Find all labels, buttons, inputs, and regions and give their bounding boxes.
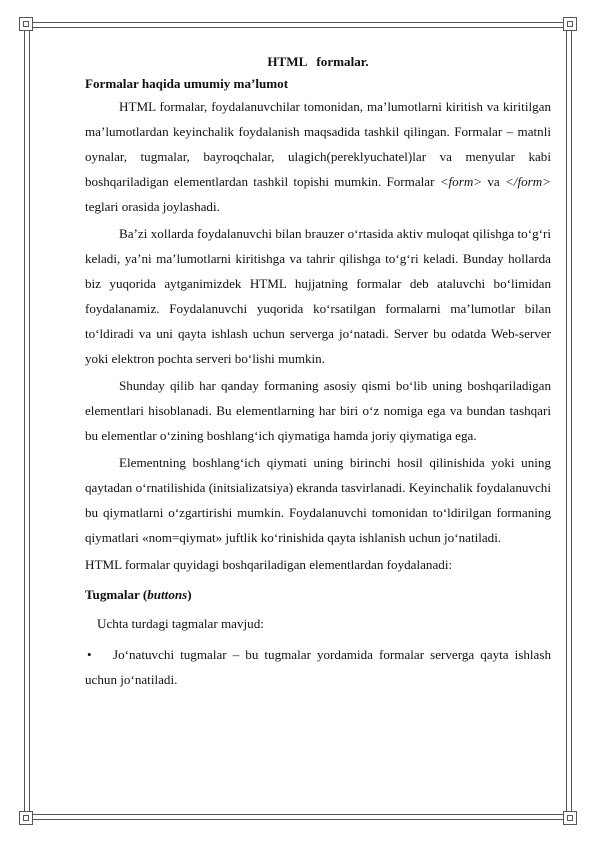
page-title: HTML formalar. (267, 54, 369, 69)
corner-ornament-top-right (563, 17, 577, 31)
paragraph-intro (85, 94, 551, 219)
paragraph-initial-value: Elementning boshlang‘ich qiymati uning birinchi hosil qilinishida yoki uning qaytadan o‘rnatilishida (initsializatsiya) ekranda tasvirlanadi. Keyinchalik foydalanuvchi bu qiymatlarni o‘zgartirishi mumkin. Foydalanuvchi tomonidan to‘ldirilgan formaning qiymatlari «nom=qiymat» juftlik ko‘rinishida qayta ishlanish uchun jo‘natiladi. (85, 455, 551, 545)
paragraph-controls-intro: HTML formalar quyidagi boshqariladigan elementlardan foydalanadi: (85, 557, 453, 572)
section-heading: Formalar haqida umumiy ma’lumot (85, 76, 289, 91)
paragraph-intro-end: teglari orasida joylashadi. (85, 199, 220, 214)
corner-ornament-top-left (19, 17, 33, 31)
document-body (85, 52, 551, 692)
buttons-heading (85, 585, 551, 605)
paragraph-button-types: Uchta turdagi tagmalar mavjud: (97, 616, 264, 631)
list-item (85, 642, 551, 692)
list-item-text: Jo‘natuvchi tugmalar – bu tugmalar yordamida formalar serverga qayta ishlash uchun jo‘natiladi. (85, 647, 551, 687)
buttons-heading-text: Tugmalar ( (85, 587, 148, 602)
buttons-heading-close: ) (187, 587, 192, 602)
bullet-icon: • (87, 647, 92, 662)
paragraph-intro-text: HTML formalar, foydalanuvchilar tomonidan, ma’lumotlarni kiritish va kiritilgan ma’lumotlardan keyinchalik foydalanish maqsadida tashkil qilingan. Formalar – matnli oynalar, tugmalar, bayroqchalar, ulagich(pereklyuchatel)lar va menyular kabi boshqariladigan elementlardan tashkil topishi mumkin. Formalar (85, 99, 551, 189)
buttons-heading-em: buttons (147, 587, 188, 602)
form-close-tag: </form> (504, 174, 552, 189)
paragraph-intro-and: va (482, 174, 505, 189)
paragraph-elements: Shunday qilib har qanday formaning asosiy qismi bo‘lib uning boshqariladigan elementlari hisoblanadi. Bu elementlarning har biri o‘z nomiga ega va bundan tashqari bu elementlar o‘zining boshlang‘ich qiymatiga hamda joriy qiymatiga ega. (85, 378, 551, 443)
form-open-tag: <form> (439, 174, 483, 189)
corner-ornament-bottom-left (19, 811, 33, 825)
paragraph-interaction: Ba’zi xollarda foydalanuvchi bilan brauzer o‘rtasida aktiv muloqat qilishga to‘g‘ri keladi, ya’ni ma’lumotlarni kiritishga va tahrir qilishga to‘g‘ri keladi. Bunday hollarda biz yuqorida aytganimizdek HTML hujjatning formalar deb ataluvchi bo‘limidan foydalanamiz. Foydalanuvchi yuqorida ko‘rsatilgan formalarni ma’lumotlar bilan to‘ldiradi va uni qayta ishlash uchun serverga jo‘natadi. Server bu odatda Web-server yoki elektron pochta serveri bo‘lishi mumkin. (85, 226, 551, 366)
corner-ornament-bottom-right (563, 811, 577, 825)
